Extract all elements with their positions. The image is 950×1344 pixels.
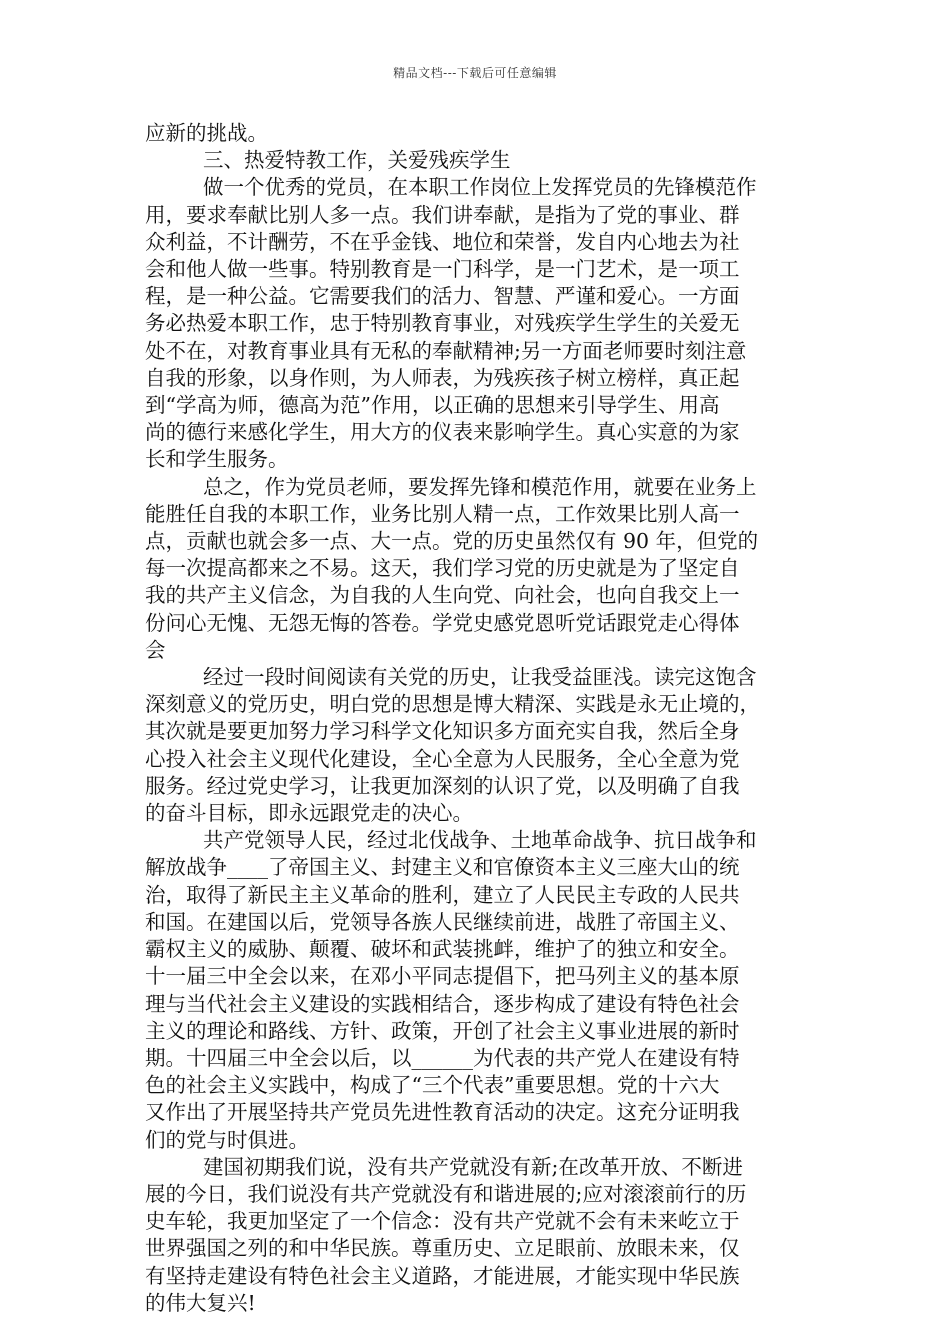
text-line: 众利益，不计酬劳，不在乎金钱、地位和荣誉，发自内心地去为社	[145, 229, 740, 254]
text-line: 的奋斗目标，即永远跟党走的决心。	[145, 801, 473, 826]
text-line: 主义的理论和路线、方针、政策，开创了社会主义事业进展的新时	[145, 1018, 740, 1043]
text-line: 到“学高为师，德高为范”作用，以正确的思想来引导学生、用高	[145, 393, 720, 418]
text-line: 服务。经过党史学习，让我更加深刻的认识了党，以及明确了自我	[145, 773, 740, 798]
text-line: 尚的德行来感化学生，用大方的仪表来影响学生。真心实意的为家	[145, 420, 740, 445]
text-line: 史车轮，我更加坚定了一个信念：没有共产党就不会有未来屹立于	[145, 1209, 740, 1234]
text-line: 点，贡献也就会多一点、大一点。党的历史虽然仅有 90 年，但党的	[145, 529, 759, 554]
text-line: 处不在，对教育事业具有无私的奉献精神;另一方面老师要时刻注意	[145, 338, 747, 363]
document-body	[145, 120, 810, 1317]
text-line: 用，要求奉献比别人多一点。我们讲奉献，是指为了党的事业、群	[145, 202, 740, 227]
text-line: 其次就是要更加努力学习科学文化知识多方面充实自我，然后全身	[145, 719, 740, 744]
text-line: 应新的挑战。	[145, 121, 268, 145]
text-line: 每一次提高都来之不易。这天，我们学习党的历史就是为了坚定自	[145, 556, 740, 581]
text-line: 长和学生服务。	[145, 447, 289, 472]
text-line: 总之，作为党员老师，要发挥先锋和模范作用，就要在业务上	[203, 474, 757, 499]
text-line: 心投入社会主义现代化建设，全心全意为人民服务，全心全意为党	[145, 746, 740, 771]
text-line: 理与当代社会主义建设的实践相结合，逐步构成了建设有特色社会	[145, 991, 740, 1016]
page-header: 精品文档---下载后可任意编辑	[393, 66, 557, 80]
text-line: 建国初期我们说，没有共产党就没有新;在改革开放、不断进	[203, 1154, 743, 1179]
text-line: 程，是一种公益。它需要我们的活力、智慧、严谨和爱心。一方面	[145, 284, 740, 309]
text-line: 期。十四届三中全会以后，以______为代表的共产党人在建设有特	[145, 1045, 740, 1070]
text-line: 的伟大复兴!	[145, 1290, 256, 1315]
text-line: 深刻意义的党历史，明白党的思想是博大精深、实践是永无止境的，	[145, 692, 760, 717]
text-line: 解放战争____了帝国主义、封建主义和官僚资本主义三座大山的统	[145, 855, 740, 880]
text-line: 又作出了开展坚持共产党员先进性教育活动的决定。这充分证明我	[145, 1100, 740, 1125]
text-line: 我的共产主义信念，为自我的人生向党、向社会，也向自我交上一	[145, 583, 740, 608]
text-line: 能胜任自我的本职工作，业务比别人精一点，工作效果比别人高一	[145, 501, 740, 526]
text-line: 会	[145, 637, 166, 662]
text-line: 们的党与时俱进。	[145, 1127, 309, 1152]
text-line: 共产党领导人民，经过北伐战争、土地革命战争、抗日战争和	[203, 828, 757, 853]
text-line: 和国。在建国以后，党领导各族人民继续前进，战胜了帝国主义、	[145, 909, 740, 934]
text-line: 三、热爱特教工作，关爱残疾学生	[203, 148, 511, 173]
text-line: 自我的形象，以身作则，为人师表，为残疾孩子树立榜样，真正起	[145, 365, 740, 390]
text-line: 务必热爱本职工作，忠于特别教育事业，对残疾学生学生的关爱无	[145, 311, 740, 336]
text-line: 霸权主义的威胁、颠覆、破坏和武装挑衅，维护了的独立和安全。	[145, 937, 740, 962]
text-line: 会和他人做一些事。特别教育是一门科学，是一门艺术，是一项工	[145, 257, 740, 282]
text-line: 做一个优秀的党员，在本职工作岗位上发挥党员的先锋模范作	[203, 175, 757, 200]
text-line: 世界强国之列的和中华民族。尊重历史、立足眼前、放眼未来，仅	[145, 1236, 740, 1261]
text-line: 治，取得了新民主主义革命的胜利，建立了人民民主专政的人民共	[145, 882, 740, 907]
text-line: 有坚持走建设有特色社会主义道路，才能进展，才能实现中华民族	[145, 1263, 740, 1288]
text-line: 展的今日，我们说没有共产党就没有和谐进展的;应对滚滚前行的历	[145, 1181, 747, 1206]
text-line: 份问心无愧、无怨无悔的答卷。学党史感党恩听党话跟党走心得体	[145, 610, 740, 635]
text-line: 经过一段时间阅读有关党的历史，让我受益匪浅。读完这饱含	[203, 665, 757, 690]
text-line: 十一届三中全会以来，在邓小平同志提倡下，把马列主义的基本原	[145, 964, 740, 989]
text-line: 色的社会主义实践中，构成了“三个代表”重要思想。党的十六大	[145, 1073, 720, 1098]
